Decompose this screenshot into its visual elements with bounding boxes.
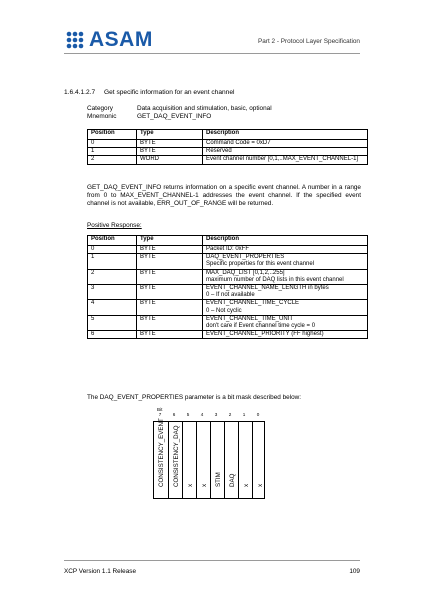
bitmask-intro: The DAQ_EVENT_PROPERTIES parameter is a bit mask described below: [87,394,302,401]
cell-line: DAQ_EVENT_PROPERTIES [206,254,285,261]
page-number: 109 [349,568,360,575]
table-row [88,331,368,339]
table-cell [203,285,368,300]
bit-number: 0 [256,412,260,417]
bit-cell-label: CONSISTENCY_DAQ [172,425,180,487]
table-cell [203,331,368,339]
bit-cell [224,422,238,498]
cell-line: don't care if Event channel time cycle = 0 [206,323,316,330]
category-value: Data acquisition and stimulation, basic, optional [137,105,272,112]
table-row [88,148,368,156]
table-row [88,300,368,315]
mnemonic-value: GET_DAQ_EVENT_INFO [137,113,212,120]
bit-number: 2 [228,412,232,417]
table-cell: BYTE [137,269,203,284]
table-cell [203,269,368,284]
bit-number: 1 [242,412,246,417]
cell-line: MAX_DAQ_LIST [0,1,2,..255] [206,269,285,276]
cell-line: 0 – If not available [206,292,255,299]
bitmask-box [153,418,265,499]
cell-line: EVENT_CHANNEL_NAME_LENGTH in bytes [206,285,329,292]
footer-divider [64,560,360,561]
category-label: Category [87,105,113,112]
table-cell: BYTE [137,300,203,315]
bit-cell [154,418,168,498]
table-cell: 2 [88,156,137,164]
column-header: Type [137,130,203,140]
section-title: Get specific information for an event channel [104,89,235,96]
table-cell [203,315,368,330]
column-header: Position [88,130,137,140]
logo-text: ASAM [89,28,153,51]
bit-cell-label: DAQ [228,473,236,487]
table-cell: BYTE [137,246,203,254]
table-cell: 5 [88,315,137,330]
bit-label: Bit [157,407,163,412]
table-cell [203,246,368,254]
table-cell: 0 [88,246,137,254]
cell-line: EVENT_CHANNEL_TIME_CYCLE [206,300,300,307]
table-row [88,315,368,330]
table-cell [203,300,368,315]
table-cell: Reserved [203,148,368,156]
table-header-row [88,130,368,140]
bit-number: 7 [158,412,162,417]
bit-cell [238,422,252,498]
bit-cell-label: x [200,483,208,487]
table-header-row [88,236,368,246]
column-header: Description [203,236,368,246]
positive-response-label: Positive Response: [87,222,142,229]
cell-line: Packet ID: 0xFF [206,246,250,252]
table-row [88,269,368,284]
bit-cell [210,422,224,498]
column-header: Type [137,236,203,246]
table-row [88,156,368,164]
command-table [87,129,368,165]
cell-line: EVENT_CHANNEL_TIME_UNIT [206,315,294,322]
table-cell: BYTE [137,285,203,300]
mnemonic-label: Mnemonic [87,113,117,120]
table-row [88,140,368,148]
table-cell: BYTE [137,148,203,156]
table-cell: BYTE [137,315,203,330]
table-cell: 2 [88,269,137,284]
bit-cell-label: x [186,483,194,487]
bit-cell-label: x [256,483,264,487]
asam-logo [64,26,153,54]
bit-number: 6 [172,412,176,417]
table-row [88,246,368,254]
bit-cell [168,422,182,498]
bit-number: 5 [186,412,190,417]
cell-line: 0 – Not cyclic [206,307,242,314]
bit-number: 4 [200,412,204,417]
bit-cell-label: CONSISTENCY_EVENT [158,418,165,487]
table-cell: 3 [88,285,137,300]
cell-line: EVENT_CHANNEL_PRIORITY (FF highest) [206,331,324,338]
table-cell: 6 [88,331,137,339]
bit-cell-label: STIM [214,472,222,487]
cell-line: maximum number of DAQ lists in this event channel [206,276,344,283]
bit-cell-label: x [242,483,250,487]
column-header: Position [88,236,137,246]
header-divider [64,53,360,54]
table-row [88,254,368,269]
mnemonic-row [87,113,211,120]
table-cell [203,254,368,269]
table-cell: WORD [137,156,203,164]
section-number: 1.6.4.1.2.7 [64,89,96,96]
table-cell: Command Code = 0xD7 [203,140,368,148]
cell-line: Specific properties for this event channel [206,261,315,268]
footer-version: XCP Version 1.1 Release [64,568,136,575]
table-row [88,285,368,300]
bit-numbers [153,412,265,420]
bit-number: 3 [214,412,218,417]
section-heading [64,89,234,96]
table-cell: 0 [88,140,137,148]
table-cell: BYTE [137,140,203,148]
table-cell: BYTE [137,254,203,269]
table-cell: 1 [88,148,137,156]
bit-cell [182,422,196,498]
table-cell: 4 [88,300,137,315]
column-header: Description [203,130,368,140]
table-cell: BYTE [137,331,203,339]
category-row [87,105,272,112]
asam-logo-icon [64,29,86,51]
header-title: Part 2 - Protocol Layer Specification [258,38,360,45]
table-cell: Event channel number [0,1,..MAX_EVENT_CHANNEL-1] [203,156,368,164]
description-paragraph: GET_DAQ_EVENT_INFO returns information on a specific event channel. A number in a range from 0 to MAX_EVENT_CHANNEL-1 addresses the event channel. If the specified event channel is not available, ERR_OUT_OF_RANGE will be returned. [87,184,361,207]
bit-cell [196,422,210,498]
table-cell: 1 [88,254,137,269]
bit-cell [252,422,266,498]
response-table [87,235,368,339]
